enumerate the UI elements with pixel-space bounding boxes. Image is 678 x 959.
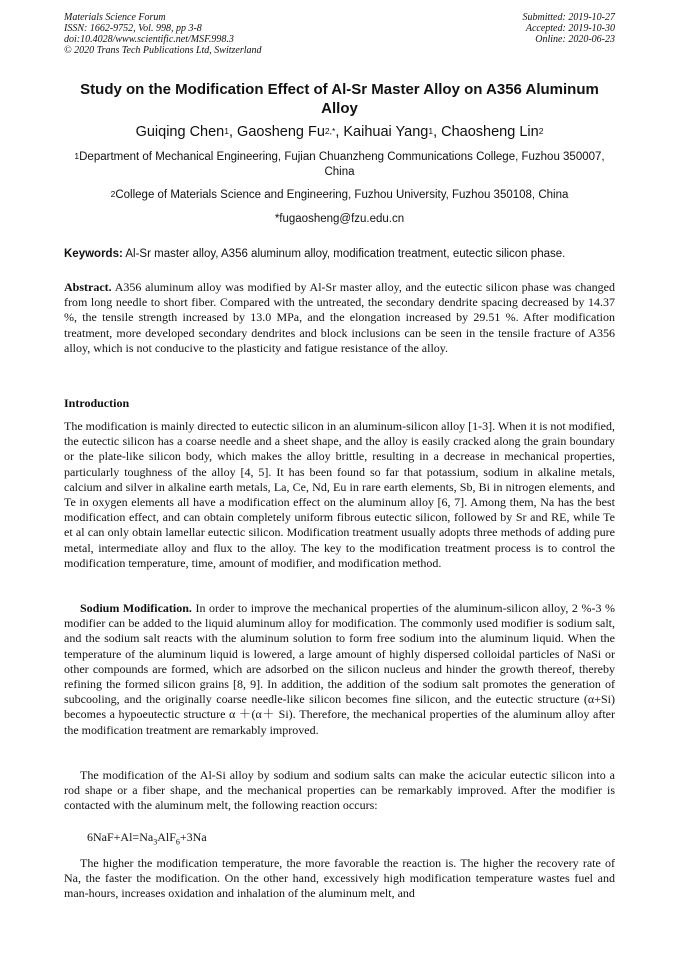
journal-copyright: © 2020 Trans Tech Publications Ltd, Switzerland [64, 45, 262, 56]
journal-doi[interactable]: doi:10.4028/www.scientific.net/MSF.998.3 [64, 34, 234, 45]
abstract-label: Abstract. [64, 280, 112, 294]
affiliation-text: College of Materials Science and Engineering, Fuzhou University, Fuzhou 350108, China [115, 189, 569, 201]
chemical-equation [87, 830, 207, 846]
affiliation-text: Department of Mechanical Engineering, Fujian Chuanzheng Communications College, Fuzhou 350007, China [79, 151, 605, 178]
affiliation-sup: 2 [110, 189, 116, 199]
publication-dates [523, 12, 616, 45]
accepted-date: Accepted: 2019-10-30 [525, 23, 615, 34]
author-list: Guiqing Chen$^1$, Gaosheng $Fu^{2,*}$, Kaihuai Yang$^1$, Chaosheng Lin$^2$ [135, 124, 544, 140]
affiliation-2 [64, 188, 615, 203]
equation-part: AlF [157, 830, 176, 844]
paragraph [64, 601, 615, 738]
paragraph: The higher the modification temperature, the more favorable the reaction is. The higher the recovery rate of Na, the faster the modification. On the other hand, excessively high modification temperature wastes fuel and man-hours, increases oxidation and inhalation of the aluminum melt, and [64, 856, 615, 901]
run-in-heading: Sodium Modification. [80, 601, 192, 615]
author-name: Kaihuai Yang [343, 124, 429, 140]
keywords-label: Keywords: [64, 248, 123, 260]
keywords [64, 247, 615, 262]
author-sup: 1 [428, 126, 434, 136]
affiliation-1 [64, 150, 615, 180]
equation-part: 6NaF+Al=Na [87, 830, 154, 844]
paragraph: The modification of the Al-Si alloy by sodium and sodium salts can make the acicular eutectic silicon into a rod shape or a fiber shape, and the mechanical properties can be remarkably improved. After the modifier is contacted with the aluminum melt, the following reaction occurs: [64, 768, 615, 813]
author-sup: 2,* [324, 126, 336, 136]
paragraph: The modification is mainly directed to eutectic silicon in an aluminum-silicon alloy [1-3]. When it is not modified, the eutectic silicon has a coarse needle and a sheet shape, and the alloy is easily cracked along the grain boundary or the plate-like silicon body, which makes the alloy brittle, resulting in a decrease in mechanical properties, particularly toughness of the alloy [4, 5]. It has been found so far that potassium, sodium in alkaline metals, calcium and silver in alkaline earth metals, La, Ce, Nd, Eu in rare earth elements, Sb, Bi in nitrogen elements, and Te in oxygen elements all have a modification effect on the aluminum alloy [6, 7]. Among them, Na has the best modification effect, and can obtain completely uniform fibrous eutectic silicon, followed by Sr and RE, while Te et al can only obtain lamellar eutectic silicon. Modification treatment usually adopts three methods of adding pure metal, intermediate alloy and flux to the alloy. The key to the modification treatment process is to control the modification temperature, time, amount of modifier, and modification method. [64, 419, 615, 570]
abstract-text: A356 aluminum alloy was modified by Al-Sr master alloy, and the eutectic silicon phase was changed from long needle to short fiber. Compared with the untreated, the secondary dendrite spacing decreased by 14.37 %, the tensile strength increased by 13.0 MPa, and the elongation increased by 29.51 %. After modification treatment, more developed secondary dendrites and block inclusions can be seen in the tensile fracture of A356 alloy, which is not conducive to the plasticity and fatigue resistance of the alloy. [64, 280, 615, 355]
paragraph-text: In order to improve the mechanical properties of the aluminum-silicon alloy, 2 %-3 % modifier can be added to the liquid aluminum alloy for modification. The commonly used modifier is sodium salt, and the sodium salt reacts with the aluminum solution to form free sodium into the aluminum liquid. When the temperature of the aluminum liquid is lowered, a large amount of highly dispersed colloidal particles of NaSi or other compounds are formed, which are adsorbed on the silicon nucleus and hinder the growth thereof, thereby refining the formed silicon grains [8, 9]. In addition, the addition of the sodium salt promotes the generation of subcooling, and the originally coarse needle-like silicon becomes fine silicon, and the eutectic structure (α+Si) becomes a hypoeutectic structure α ＋(α＋ Si). Therefore, the mechanical properties of the aluminum alloy after the modification treatment are remarkably improved. [64, 601, 615, 737]
equation-subscript: 3 [153, 837, 158, 847]
submitted-date: Submitted: 2019-10-27 [522, 12, 615, 23]
author-name: Guiqing Chen [135, 124, 225, 140]
journal-issn: ISSN: 1662-9752, Vol. 998, pp 3-8 [64, 23, 202, 34]
equation-subscript: 6 [175, 837, 180, 847]
online-date: Online: 2020-06-23 [535, 34, 615, 45]
author-sup: 1 [224, 126, 229, 136]
journal-info [64, 12, 262, 56]
corresponding-email[interactable]: *fugaosheng@fzu.edu.cn [274, 213, 405, 225]
equation-part: +3Na [179, 830, 207, 844]
affiliation-sup: 1 [74, 151, 80, 161]
keywords-text: Al-Sr master alloy, A356 aluminum alloy, modification treatment, eutectic silicon phase. [125, 248, 566, 260]
section-heading: Introduction [64, 396, 130, 410]
author-name: Chaosheng Lin [441, 124, 539, 140]
journal-name: Materials Science Forum [64, 12, 166, 23]
paper-title: Study on the Modification Effect of Al-Sr Master Alloy on A356 Aluminum Alloy [80, 81, 599, 117]
abstract [64, 280, 615, 356]
author-sup: 2 [538, 126, 544, 136]
author-name: Gaosheng Fu [237, 124, 325, 140]
